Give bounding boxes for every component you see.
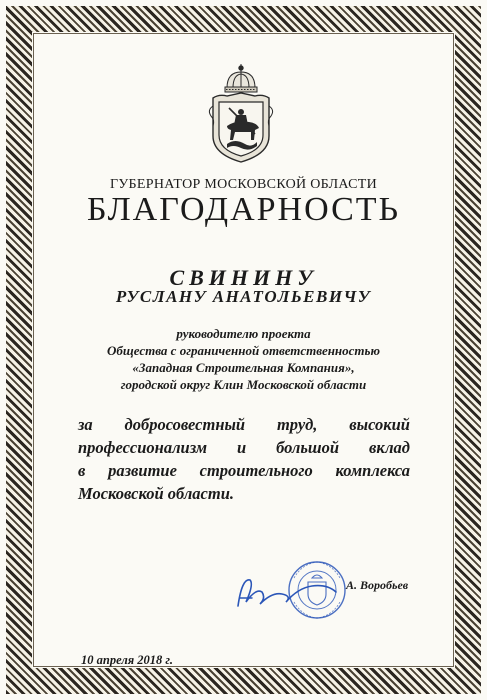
recipient-position <box>0 325 487 393</box>
merit-word: в <box>78 461 86 480</box>
merit-word: высокий <box>349 415 410 434</box>
merit-word: развитие <box>108 461 177 480</box>
position-line: Общества с ограниченной ответственностью <box>107 343 380 358</box>
recipient-given-names: РУСЛАНУ АНАТОЛЬЕВИЧУ <box>115 287 372 306</box>
signatory-name: А. Воробьев <box>346 578 409 592</box>
certificate-title: БЛАГОДАРНОСТЬ <box>86 191 401 228</box>
governor-line: ГУБЕРНАТОР МОСКОВСКОЙ ОБЛАСТИ <box>109 177 378 192</box>
merit-line <box>78 482 410 505</box>
position-line: «Западная Строительная Компания», <box>132 360 355 375</box>
merit-word: Московской области. <box>78 484 235 503</box>
merit-word: за <box>78 415 93 434</box>
merit-word: и <box>236 438 247 457</box>
merit-word: профессионализм <box>78 438 208 457</box>
merit-text <box>78 413 410 505</box>
merit-line <box>78 436 410 459</box>
position-line: городской округ Клин Московской области <box>120 377 367 392</box>
merit-line <box>78 413 410 436</box>
merit-word: вклад <box>369 438 410 457</box>
merit-word: добросовестный <box>124 415 246 434</box>
coat-of-arms-icon <box>205 62 277 166</box>
merit-word: труд, <box>276 415 318 434</box>
issue-date: 10 апреля 2018 г. <box>81 653 173 667</box>
merit-word: большой <box>276 438 340 457</box>
recipient-surname: СВИНИНУ <box>169 265 318 290</box>
merit-word: комплекса <box>335 461 410 480</box>
merit-line <box>78 459 410 482</box>
merit-word: строительного <box>199 461 313 480</box>
position-line: руководителю проекта <box>176 326 311 341</box>
